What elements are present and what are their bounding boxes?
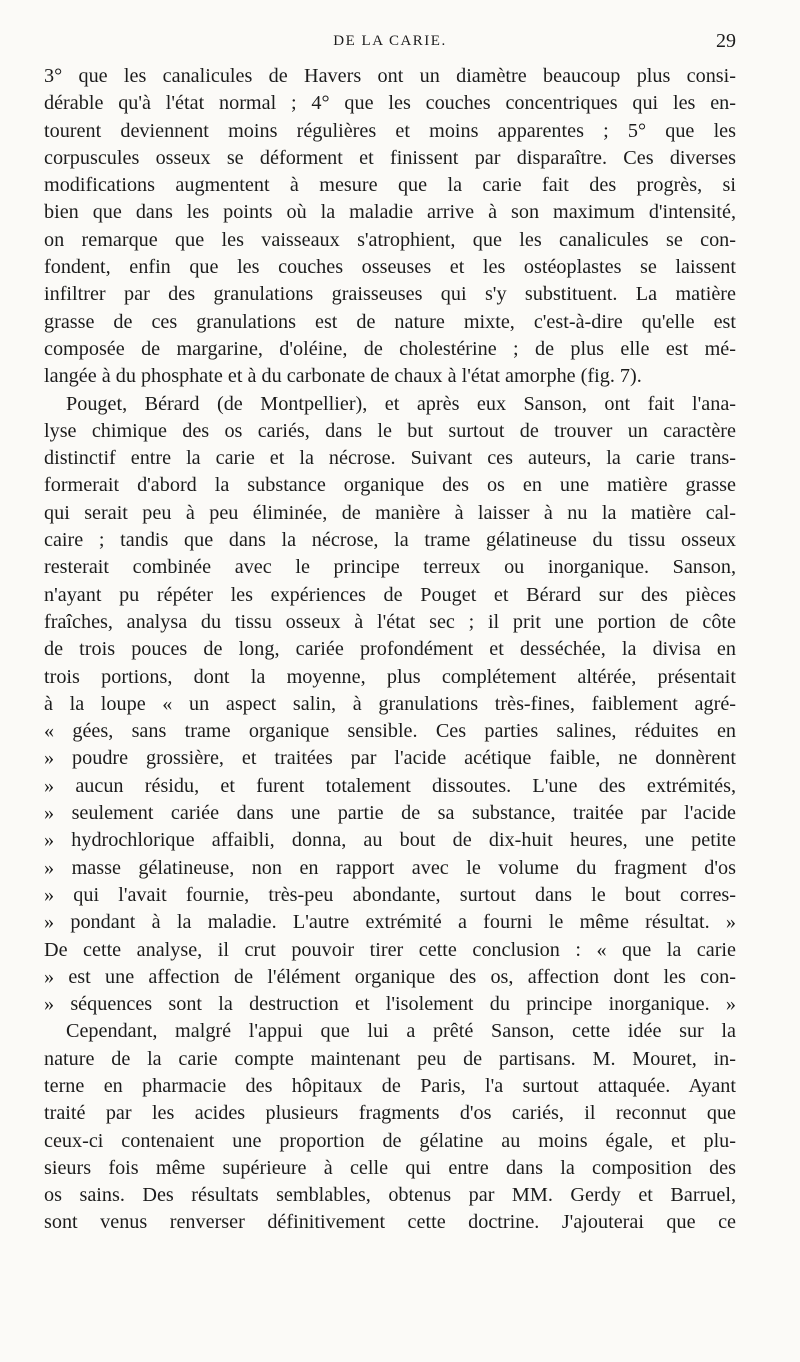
text-line: lyse chimique des os cariés, dans le but surtout de trouver un caractère <box>44 419 736 442</box>
text-line: dérable qu'à l'état normal ; 4° que les couches concentriques qui les en- <box>44 92 736 115</box>
text-line: modifications augmentent à mesure que la carie fait des progrès, si <box>44 174 736 197</box>
text-line: De cette analyse, il crut pouvoir tirer cette conclusion : « que la carie <box>44 938 736 961</box>
text-line: » poudre grossière, et traitées par l'acide acétique faible, ne donnèrent <box>44 747 736 770</box>
text-line: terne en pharmacie des hôpitaux de Paris, l'a surtout attaquée. Ayant <box>44 1074 736 1097</box>
text-line: » séquences sont la destruction et l'isolement du principe inorganique. » <box>44 993 736 1016</box>
text-line: distinctif entre la carie et la nécrose. Suivant ces auteurs, la carie trans- <box>44 447 736 470</box>
text-line: on remarque que les vaisseaux s'atrophient, que les canalicules se con- <box>44 228 736 251</box>
text-line: à la loupe « un aspect salin, à granulations très-fines, faiblement agré- <box>44 692 736 715</box>
text-line: de trois pouces de long, cariée profondément et desséchée, la divisa en <box>44 638 736 661</box>
text-line: grasse de ces granulations est de nature mixte, c'est-à-dire qu'elle est <box>44 310 736 333</box>
page-number: 29 <box>716 30 736 52</box>
text-line: » hydrochlorique affaibli, donna, au bout de dix-huit heures, une petite <box>44 829 736 852</box>
text-line: fraîches, analysa du tissu osseux à l'état sec ; il prit une portion de côte <box>44 610 736 633</box>
text-line: « gées, sans trame organique sensible. Ces parties salines, réduites en <box>44 720 736 743</box>
text-line: Pouget, Bérard (de Montpellier), et après eux Sanson, ont fait l'ana- <box>66 392 736 415</box>
text-line: fondent, enfin que les couches osseuses et les ostéoplastes se laissent <box>44 256 736 279</box>
text-line: Cependant, malgré l'appui que lui a prêté Sanson, cette idée sur la <box>66 1020 736 1043</box>
text-line: traité par les acides plusieurs fragments d'os cariés, il reconnut que <box>44 1102 736 1125</box>
text-line: infiltrer par des granulations graisseuses qui s'y substituent. La matière <box>44 283 736 306</box>
text-line: » qui l'avait fournie, très-peu abondante, surtout dans le bout corres- <box>44 883 736 906</box>
text-line: » aucun résidu, et furent totalement dissoutes. L'une des extrémités, <box>44 774 736 797</box>
running-title: DE LA CARIE. <box>333 33 447 49</box>
text-line: resterait combinée avec le principe terreux ou inorganique. Sanson, <box>44 556 736 579</box>
text-line: n'ayant pu répéter les expériences de Pouget et Bérard sur des pièces <box>44 583 736 606</box>
text-line: os sains. Des résultats semblables, obtenus par MM. Gerdy et Barruel, <box>44 1184 736 1207</box>
text-line: qui serait peu à peu éliminée, de manière à laisser à nu la matière cal- <box>44 501 736 524</box>
text-line: formerait d'abord la substance organique des os en une matière grasse <box>44 474 736 497</box>
text-line: nature de la carie compte maintenant peu de partisans. M. Mouret, in- <box>44 1047 736 1070</box>
text-line: corpuscules osseux se déforment et finissent par disparaître. Ces diverses <box>44 146 736 169</box>
text-line: 3° que les canalicules de Havers ont un diamètre beaucoup plus consi- <box>44 65 736 87</box>
text-line: » masse gélatineuse, non en rapport avec le volume du fragment d'os <box>44 856 736 879</box>
text-line: » est une affection de l'élément organique des os, affection dont les con- <box>44 965 736 988</box>
text-line: caire ; tandis que dans la nécrose, la trame gélatineuse du tissu osseux <box>44 529 736 552</box>
text-line: ceux-ci contenaient une proportion de gélatine au moins égale, et plu- <box>44 1129 736 1152</box>
text-line: composée de margarine, d'oléine, de cholestérine ; de plus elle est mé- <box>44 337 736 360</box>
text-line: trois portions, dont la moyenne, plus complétement altérée, présentait <box>44 665 736 688</box>
text-line: bien que dans les points où la maladie arrive à son maximum d'intensité, <box>44 201 736 224</box>
text-line: » seulement cariée dans une partie de sa substance, traitée par l'acide <box>44 802 736 825</box>
text-line: langée à du phosphate et à du carbonate de chaux à l'état amorphe (fig. 7). <box>44 365 642 388</box>
text-line: » pondant à la maladie. L'autre extrémité a fourni le même résultat. » <box>44 911 736 934</box>
text-line: sieurs fois même supérieure à celle qui entre dans la composition des <box>44 1156 736 1179</box>
text-line: tourent deviennent moins régulières et moins apparentes ; 5° que les <box>44 119 736 142</box>
body-text <box>44 63 736 1237</box>
text-line: sont venus renverser définitivement cette doctrine. J'ajouterai que ce <box>44 1211 736 1234</box>
page-header <box>44 26 736 56</box>
